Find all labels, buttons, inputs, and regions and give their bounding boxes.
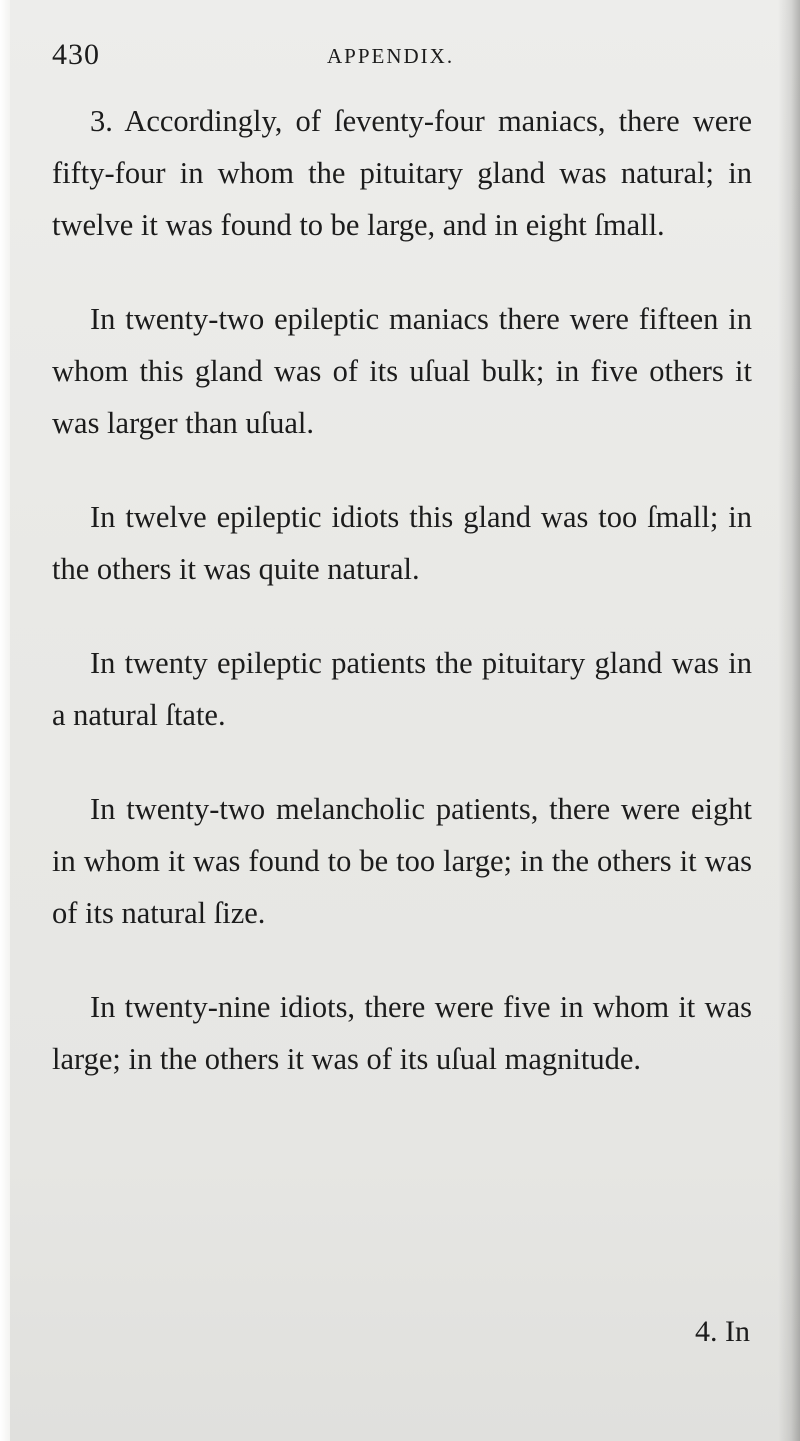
paragraph: In twenty-two epileptic maniacs there were fifteen in whom this gland was of its uſual bulk; in five others it was larger than uſual. bbox=[52, 302, 752, 440]
paragraph: In twenty-nine idiots, there were five in whom it was large; in the others it was of its uſual magnitude. bbox=[52, 990, 752, 1076]
running-title: APPENDIX. bbox=[327, 44, 455, 68]
paragraph: In twelve epileptic idiots this gland was too ſmall; in the others it was quite natural. bbox=[52, 500, 752, 586]
paragraph: In twenty-two melancholic patients, there were eight in whom it was found to be too large; in the others it was of its natural ſize. bbox=[52, 792, 752, 930]
page-number: 430 bbox=[52, 38, 100, 71]
paragraph: 3. Accordingly, of ſeventy-four maniacs, there were fifty-four in whom the pituitary gland was natural; in twelve it was found to be large, and in eight ſmall. bbox=[52, 104, 752, 242]
body-text bbox=[52, 95, 752, 1085]
running-head bbox=[52, 38, 752, 78]
page-left-margin bbox=[0, 0, 10, 1441]
catchword: 4. In bbox=[695, 1315, 750, 1348]
page-gutter-shadow bbox=[778, 0, 800, 1441]
paragraph: In twenty epileptic patients the pituitary gland was in a natural ſtate. bbox=[52, 646, 752, 732]
